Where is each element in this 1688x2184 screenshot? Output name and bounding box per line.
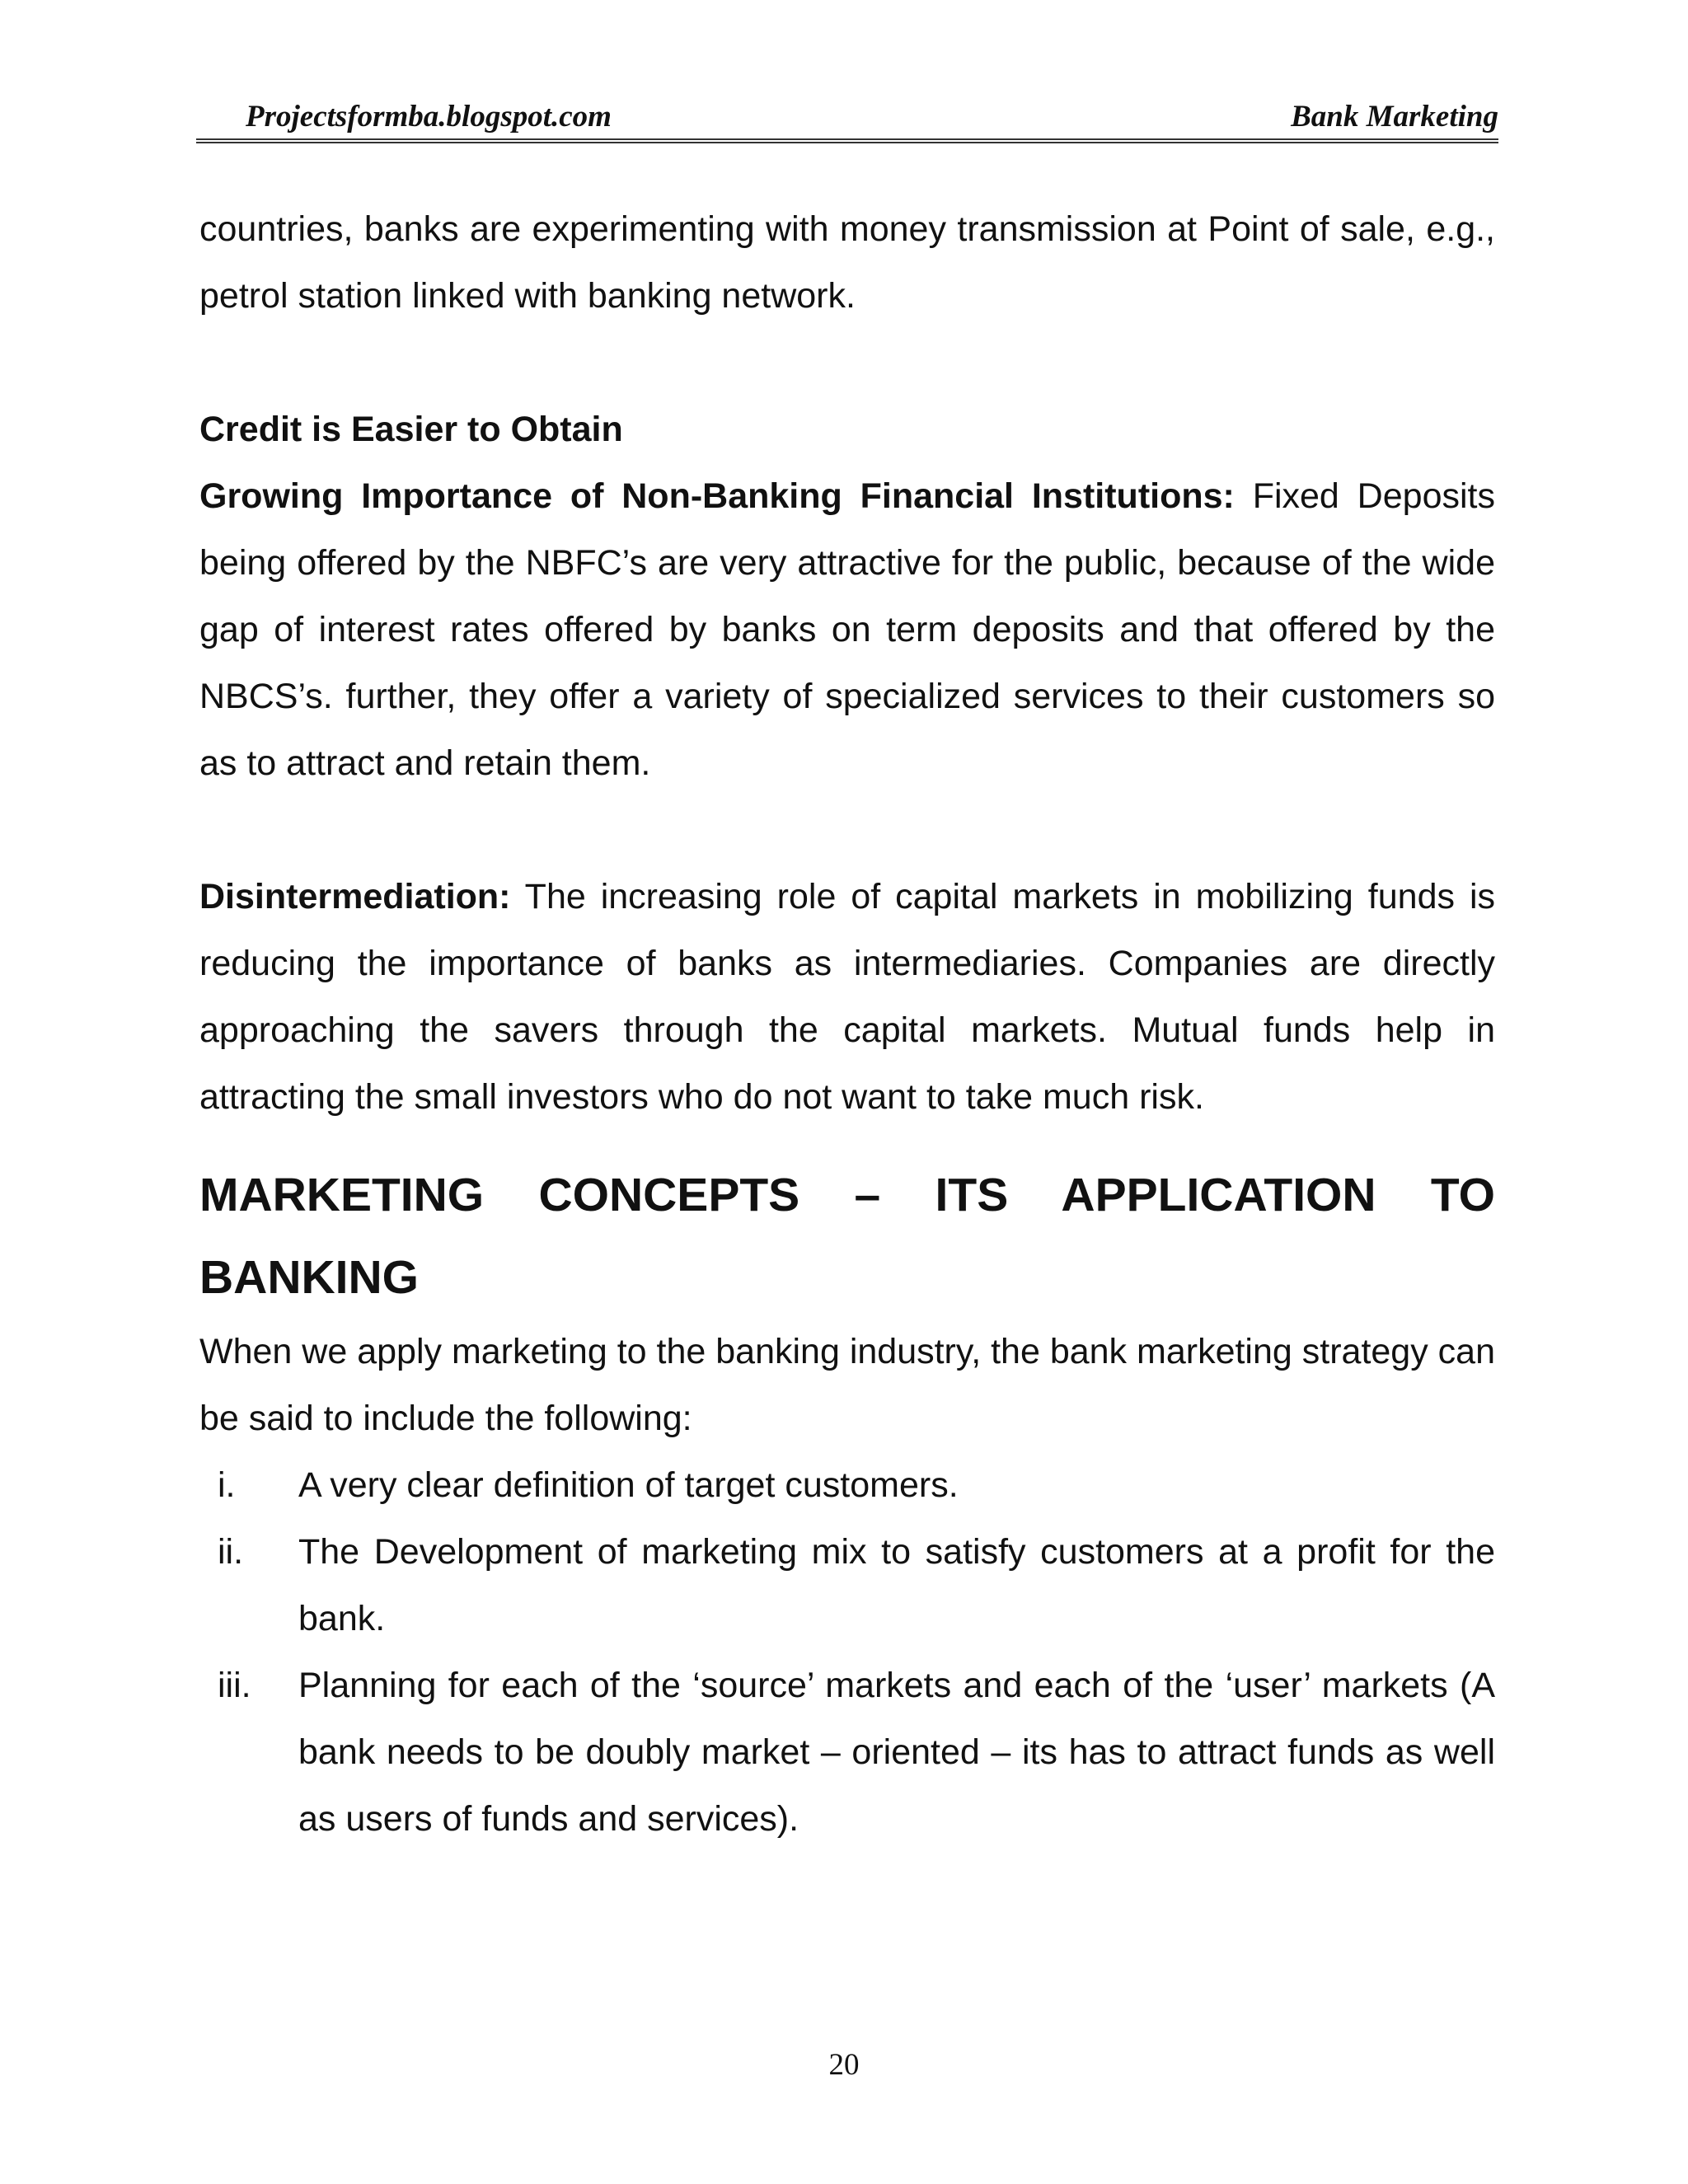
spacer [199,797,1495,864]
list-item-text: Planning for each of the ‘source’ markets and each of the ‘user’ markets (A bank needs to be doubly market – oriented – its has to attract funds as well as users of funds and services). [298,1666,1495,1839]
credit-heading: Credit is Easier to Obtain [199,410,623,449]
nbfc-term: Growing Importance of Non-Banking Financial Institutions: [199,476,1235,516]
intro-paragraph: countries, banks are experimenting with money transmission at Point of sale, e.g., petrol station linked with banking network. [199,209,1495,316]
header-site-name: Projectsformba.blogspot.com [246,100,612,134]
page-number: 20 [828,2048,860,2082]
page-header [196,99,1498,140]
list-marker: ii. [218,1532,244,1572]
list-marker: i. [218,1465,236,1505]
list-item [199,1519,1495,1652]
strategy-list [199,1452,1495,1853]
disintermediation-term: Disintermediation: [199,877,511,916]
list-item-text: A very clear definition of target customers. [298,1465,959,1505]
disintermediation-text: The increasing role of capital markets in mobilizing funds is reducing the importance of banks as intermediaries. Companies are directly approaching the savers through the capital markets. Mutual funds help in attracting the small investors who do not want to take much risk. [199,877,1495,1117]
section-intro: When we apply marketing to the banking industry, the bank marketing strategy can be said to include the following: [199,1332,1495,1438]
list-item [199,1452,1495,1519]
page-content [199,196,1495,1853]
nbfc-paragraph [199,463,1495,797]
nbfc-text: Fixed Deposits being offered by the NBFC’s are very attractive for the public, because of the wide gap of interest rates offered by banks on term deposits and that offered by the NBCS’s. further, they offer a variety of specialized services to their customers so as to attract and retain them. [199,476,1495,783]
list-item [199,1652,1495,1853]
spacer [199,330,1495,396]
header-document-title: Bank Marketing [1291,100,1498,134]
list-item-text: The Development of marketing mix to satisfy customers at a profit for the bank. [298,1532,1495,1638]
list-marker: iii. [218,1666,251,1705]
section-title: MARKETING CONCEPTS – ITS APPLICATION TO BANKING [199,1169,1495,1304]
header-rule [196,138,1498,143]
disintermediation-paragraph [199,864,1495,1131]
